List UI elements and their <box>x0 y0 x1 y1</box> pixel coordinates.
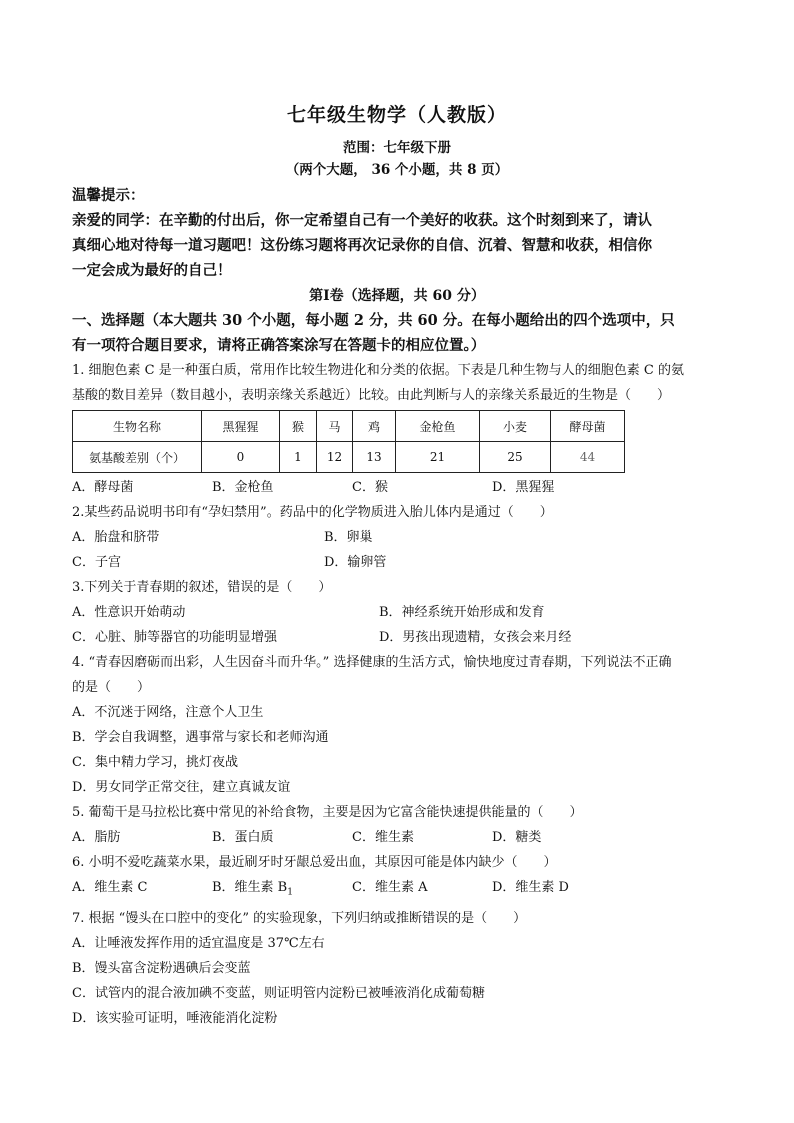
option-d: D．男孩出现遗精，女孩会来月经 <box>379 630 572 645</box>
option-b: B．金枪鱼 <box>212 480 274 495</box>
question-3-options <box>72 600 722 625</box>
table-header-row <box>73 411 625 442</box>
option-a: A．脂肪 <box>72 830 121 845</box>
option-c: C．维生素 A <box>352 880 428 895</box>
exam-page <box>72 100 722 1031</box>
question-5-text: 5. 葡萄干是马拉松比赛中常见的补给食物，主要是因为它富含能快速提供能量的（ ） <box>72 805 583 820</box>
question-4-text: 4. “青春因磨砺而出彩，人生因奋斗而升华。” 选择健康的生活方式，愉快地度过青春期，下列说法不正确 <box>72 655 672 670</box>
section-instruction: 有一项符合题目要求，请将正确答案涂写在答题卡的相应位置。） <box>72 337 486 354</box>
option-b: B．神经系统开始形成和发育 <box>379 605 545 620</box>
option-a: A．酵母菌 <box>72 480 134 495</box>
tips-label: 温馨提示： <box>72 187 145 204</box>
question-6-text: 6. 小明不爱吃蔬菜水果，最近刷牙时牙龈总爱出血，其原因可能是体内缺少（ ） <box>72 855 557 870</box>
question-3-options <box>72 625 722 650</box>
section-instruction: 一、选择题（本大题共 30 个小题，每小题 2 分，共 60 分。在每小题给出的四个选项中，只 <box>72 312 675 329</box>
question-1-options <box>72 475 722 500</box>
option-b: B．卵巢 <box>324 530 373 545</box>
exam-scope: 范围：七年级下册 <box>343 140 451 156</box>
option-b: B．蛋白质 <box>212 830 274 845</box>
question-4-text: 的是（ ） <box>72 680 151 695</box>
table-cell: 猴 <box>280 411 317 442</box>
table-cell: 黑猩猩 <box>202 411 280 442</box>
question-5-options <box>72 825 722 850</box>
table-cell: 12 <box>317 442 353 473</box>
question-2-options <box>72 525 722 550</box>
tips-line: 亲爱的同学：在辛勤的付出后，你一定希望自己有一个美好的收获。这个时刻到来了，请认 <box>72 212 652 229</box>
table-cell: 小麦 <box>480 411 551 442</box>
table-cell: 21 <box>396 442 480 473</box>
q1-table <box>72 410 625 473</box>
option-b <box>212 875 352 906</box>
question-6-options <box>72 875 722 906</box>
option-b: B．馒头富含淀粉遇碘后会变蓝 <box>72 960 251 976</box>
option-a: A．性意识开始萌动 <box>72 605 186 620</box>
option-d: D．黑猩猩 <box>492 480 555 495</box>
question-7-text: 7. 根据 “馒头在口腔中的变化” 的实验现象，下列归纳或推断错误的是（ ） <box>72 910 527 926</box>
option-d: D．糖类 <box>492 830 542 845</box>
tips-line: 一定会成为最好的自己！ <box>72 262 232 279</box>
exam-title: 七年级生物学（人教版） <box>286 104 507 126</box>
table-cell: 马 <box>317 411 353 442</box>
option-d: D．男女同学正常交往，建立真诚友谊 <box>72 780 291 795</box>
option-c: C．猴 <box>352 480 388 495</box>
table-cell: 25 <box>480 442 551 473</box>
option-d: D．该实验可证明，唾液能消化淀粉 <box>72 1010 278 1026</box>
option-c: C．心脏、肺等器官的功能明显增强 <box>72 630 277 645</box>
subscript: 1 <box>287 887 293 898</box>
question-4-options <box>72 700 722 800</box>
tips-line: 真细心地对待每一道习题吧！这份练习题将再次记录你的自信、沉着、智慧和收获，相信你 <box>72 237 652 254</box>
table-cell: 44 <box>551 442 625 473</box>
option-b: B．学会自我调整，遇事常与家长和老师沟通 <box>72 730 329 745</box>
option-a: A．维生素 C <box>72 880 148 895</box>
option-d: D．输卵管 <box>324 555 387 570</box>
table-cell: 酵母菌 <box>551 411 625 442</box>
question-3-text: 3.下列关于青春期的叙述，错误的是（ ） <box>72 580 332 595</box>
question-7-options <box>72 931 722 1031</box>
option-b-text: B．维生素 B <box>212 880 288 895</box>
table-cell: 氨基酸差别（个） <box>73 442 202 473</box>
table-row <box>73 442 625 473</box>
option-a: A．不沉迷于网络，注意个人卫生 <box>72 705 264 720</box>
table-cell: 金枪鱼 <box>396 411 480 442</box>
question-2-text: 2.某些药品说明书印有“孕妇禁用”。药品中的化学物质进入胎儿体内是通过（ ） <box>72 505 553 520</box>
table-cell: 0 <box>202 442 280 473</box>
question-2-options <box>72 550 722 575</box>
table-cell: 1 <box>280 442 317 473</box>
table-cell: 13 <box>353 442 396 473</box>
exam-info: （两个大题， 36 个小题，共 8 页） <box>285 162 509 178</box>
option-c: C．维生素 <box>352 830 414 845</box>
option-c: C．集中精力学习，挑灯夜战 <box>72 755 238 770</box>
table-cell: 鸡 <box>353 411 396 442</box>
option-a: A．胎盘和脐带 <box>72 530 160 545</box>
option-a: A．让唾液发挥作用的适宜温度是 37℃左右 <box>72 935 325 951</box>
table-cell: 生物名称 <box>73 411 202 442</box>
option-c: C．子宫 <box>72 555 121 570</box>
question-1-text: 1. 细胞色素 C 是一种蛋白质，常用作比较生物进化和分类的依据。下表是几种生物与人的细胞色素 C 的氨 <box>72 363 684 378</box>
option-d: D．维生素 D <box>492 880 569 895</box>
question-1-text: 基酸的数目差异（数目越小，表明亲缘关系越近）比较。由此判断与人的亲缘关系最近的生物是（ ） <box>72 388 671 403</box>
option-c: C．试管内的混合液加碘不变蓝，则证明管内淀粉已被唾液消化成葡萄糖 <box>72 985 485 1001</box>
section-heading: 第Ⅰ卷（选择题，共 60 分） <box>309 288 485 304</box>
